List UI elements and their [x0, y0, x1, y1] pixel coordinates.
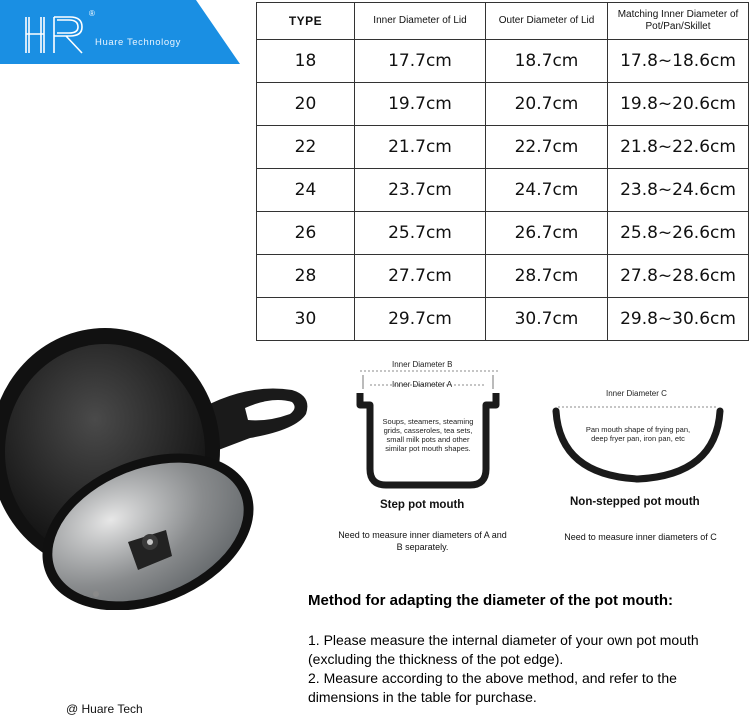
table-header-row	[257, 3, 749, 40]
column-header-matching-diameter: Matching Inner Diameter of Pot/Pan/Skillet	[608, 3, 749, 40]
pot-mouth-diagrams	[330, 355, 750, 555]
brand-name: Huare Technology	[95, 37, 182, 48]
cell-outer-diameter: 26.7cm	[486, 212, 608, 255]
table-row	[257, 298, 749, 341]
cell-matching-diameter: 27.8~28.6cm	[608, 255, 749, 298]
method-step-2: 2. Measure according to the above method, and refer to the dimensions in the table for purchase.	[308, 670, 677, 705]
cell-inner-diameter: 25.7cm	[355, 212, 486, 255]
cell-inner-diameter: 23.7cm	[355, 169, 486, 212]
cell-inner-diameter: 19.7cm	[355, 83, 486, 126]
cell-matching-diameter: 17.8~18.6cm	[608, 40, 749, 83]
table-row	[257, 83, 749, 126]
non-step-pot-caption: Non-stepped pot mouth	[570, 496, 700, 508]
table-row	[257, 40, 749, 83]
cell-inner-diameter: 29.7cm	[355, 298, 486, 341]
non-step-pot-note: Need to measure inner diameters of C	[564, 532, 717, 542]
cell-outer-diameter: 24.7cm	[486, 169, 608, 212]
table-row	[257, 212, 749, 255]
cell-type: 30	[257, 298, 355, 341]
inner-diameter-b-label: Inner Diameter B	[392, 360, 453, 369]
table-row	[257, 169, 749, 212]
cell-outer-diameter: 20.7cm	[486, 83, 608, 126]
skillet-with-lid-illustration	[0, 320, 320, 610]
cell-inner-diameter: 21.7cm	[355, 126, 486, 169]
brand-banner	[0, 0, 240, 64]
cell-matching-diameter: 23.8~24.6cm	[608, 169, 749, 212]
skillet-icon	[0, 320, 320, 610]
step-pot-note: Need to measure inner diameters of A and B separately.	[338, 530, 507, 552]
non-step-pan-examples-text: Pan mouth shape of frying pan, deep fryer pan, iron pan, etc	[585, 425, 691, 443]
column-header-outer-diameter: Outer Diameter of Lid	[486, 3, 608, 40]
column-header-type: TYPE	[257, 3, 355, 40]
step-pot-examples-text: Soups, steamers, steaming grids, casseroles, tea sets, small milk pots and other similar pot mouth shapes.	[382, 417, 474, 453]
cell-outer-diameter: 22.7cm	[486, 126, 608, 169]
table-row	[257, 255, 749, 298]
cell-matching-diameter: 21.8~22.6cm	[608, 126, 749, 169]
cell-type: 26	[257, 212, 355, 255]
brand-logo	[0, 0, 240, 64]
method-step-1: 1. Please measure the internal diameter of your own pot mouth (excluding the thickness of the pot edge).	[308, 632, 699, 667]
step-pot-caption: Step pot mouth	[380, 499, 465, 511]
cell-outer-diameter: 18.7cm	[486, 40, 608, 83]
size-table	[256, 2, 749, 341]
cell-matching-diameter: 25.8~26.6cm	[608, 212, 749, 255]
cell-type: 18	[257, 40, 355, 83]
registered-mark: ®	[89, 9, 95, 18]
method-instructions	[308, 631, 738, 707]
cell-inner-diameter: 17.7cm	[355, 40, 486, 83]
cell-type: 28	[257, 255, 355, 298]
cell-matching-diameter: 29.8~30.6cm	[608, 298, 749, 341]
cell-outer-diameter: 28.7cm	[486, 255, 608, 298]
column-header-inner-diameter: Inner Diameter of Lid	[355, 3, 486, 40]
banner-background	[0, 0, 240, 64]
inner-diameter-a-label: Inner Diameter A	[392, 380, 453, 389]
inner-diameter-c-label: Inner Diameter C	[606, 389, 667, 398]
cell-inner-diameter: 27.7cm	[355, 255, 486, 298]
table-row	[257, 126, 749, 169]
cell-type: 22	[257, 126, 355, 169]
cell-outer-diameter: 30.7cm	[486, 298, 608, 341]
cell-type: 24	[257, 169, 355, 212]
copyright-text: @ Huare Tech	[66, 702, 143, 716]
cell-matching-diameter: 19.8~20.6cm	[608, 83, 749, 126]
method-title: Method for adapting the diameter of the pot mouth:	[308, 592, 673, 609]
cell-type: 20	[257, 83, 355, 126]
